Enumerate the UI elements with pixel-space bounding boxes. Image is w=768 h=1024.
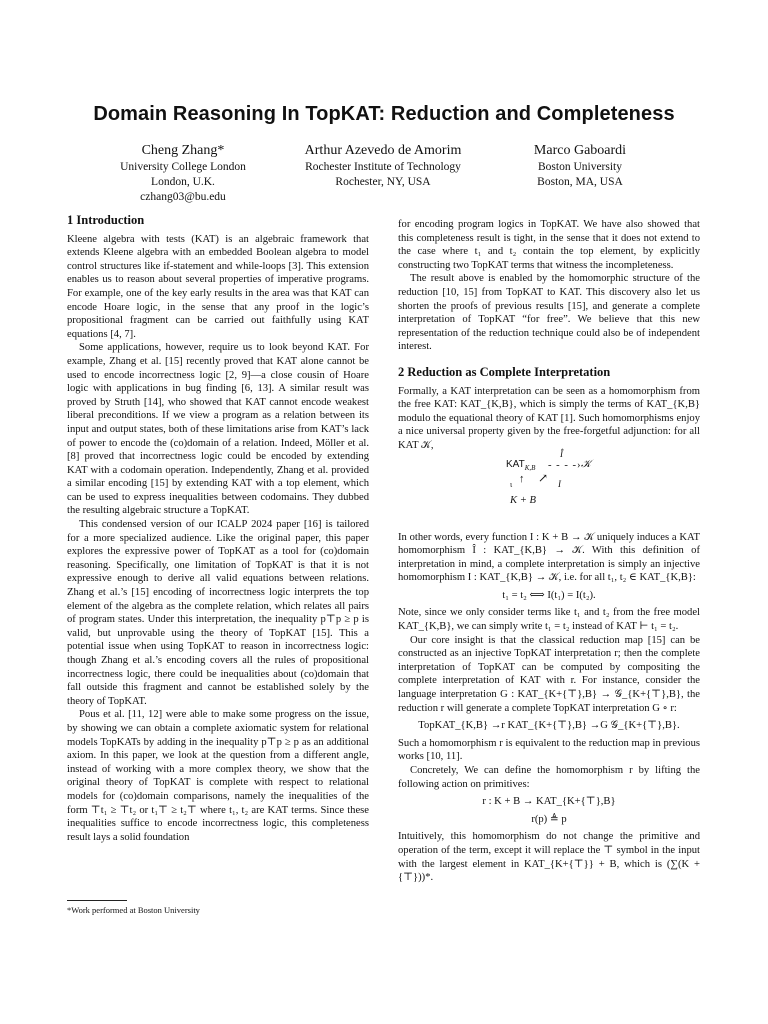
author-name: Arthur Azevedo de Amorim xyxy=(304,143,462,158)
author-location: London, U.K. xyxy=(151,176,215,188)
author-affiliation: University College London xyxy=(120,161,246,173)
diagram-dashed-arrow: - - - -› xyxy=(548,459,582,471)
paragraph: Our core insight is that the classical reduction map [15] can be constructed as an injective TopKAT interpretation r; then the complete interpretation of TopKAT can be computed by compositing the complete interpretation of KAT with r. For instance, consider the language interpretation G : KAT_{K+{⊤},B} → 𝒢_{K+{⊤},B}, the reduction r will generate a complete TopKAT interpretation G ∘ r: xyxy=(398,634,700,714)
author-affiliation: Boston University xyxy=(537,161,622,173)
diagram-arrow-hat-label: Î xyxy=(560,448,563,459)
author-block-2 xyxy=(283,142,483,190)
paragraph: The result above is enabled by the homomorphic structure of the reduction [10, 15] from TopKAT to KAT. This discovery also let us shorten the proofs of previous results [15], and generate a complete interpretation of TopKAT “for free”. We believe that this new representation of the reduction technique could also be of independent interest. xyxy=(398,273,700,353)
footnote: *Work performed at Boston University xyxy=(67,905,200,915)
author-name: Marco Gaboardi xyxy=(533,143,627,158)
left-column xyxy=(67,214,369,844)
section-heading: 2 Reduction as Complete Interpretation xyxy=(398,364,611,379)
paper-title: Domain Reasoning In TopKAT: Reduction and Completeness xyxy=(93,103,675,125)
diagram-diag-arrow: ↗ xyxy=(538,470,549,485)
paragraph: In other words, every function I : K + B → 𝒦 uniquely induces a KAT homomorphism Î : KAT_{K,B} → 𝒦. With this definition of interpretation in mind, a complete interpretation is simply an injective homomorphism I : KAT_{K,B} → 𝒦, i.e. for all t₁, t₂ ∈ KAT_{K,B}: xyxy=(398,531,700,584)
paragraph: for encoding program logics in TopKAT. We have also showed that this completeness result is tight, in the sense that it does not extend to the case where t₁ and t₂ contain the top element, by explicitly constructing two TopKAT terms that witness the incompleteness. xyxy=(398,219,700,271)
diagram-node-kat: $KAT_{K,B}$ xyxy=(506,458,536,472)
paragraph: Pous et al. [11, 12] were able to make some progress on the issue, by showing we can obtain a complete axiomatic system for relational models TopKATs by adding in the inequality p⊤p ≥ p as an additional axiom. In this paper, we look at the question from a different angle, instead of working with a more complex theory, we show that the original theory of TopKAT is complete with respect to relational models for (co)domain comparisons, namely the inequalities of the form ⊤t₁ ≥ ⊤t₂ or t₁⊤ ≥ t₂⊤ where t₁, t₂ are KAT terms. Since these inequalities suffice to encode incorrectness logic, this completeness result lays a solid foundation xyxy=(67,709,369,843)
section-heading: 1 Introduction xyxy=(67,213,145,227)
paragraph: Note, since we only consider terms like t₁ and t₂ from the free model KAT_{K,B}, we can simply write t₁ = t₂ instead of KAT ⊢ t₁ = t₂. xyxy=(398,607,700,633)
diagram-node-k: 𝒦 xyxy=(581,458,591,470)
equation: r(p) ≜ p xyxy=(531,813,567,825)
equation: r : K + B → KAT_{K+{⊤},B} xyxy=(482,796,616,808)
footnote-rule xyxy=(67,900,127,901)
author-location: Boston, MA, USA xyxy=(537,176,623,188)
paragraph: Concretely, We can define the homomorphism r by lifting the following action on primitives: xyxy=(398,765,700,790)
commutative-diagram xyxy=(398,448,700,528)
author-block-1 xyxy=(88,142,278,205)
paragraph: This condensed version of our ICALP 2024 paper [16] is tailored for a more specialized audience. Like the original paper, this paper explores the expressive power of TopKAT as a tool for (co)domain reasoning. Specifically, one limitation of TopKAT is that it is not expressive enough to derive all valid equations between relations. Zhang et al.’s [15] encoding of incorrectness logic interprets the top element of the algebra as the complete relation, which relates all pairs of program states. Under this interpretation, the inequality p⊤p ≥ p is valid, but unprovable using the theory of TopKAT [15]. This a potential issue when using TopKAT to reason in incorrectness logic: though Zhang et al.’s encoding covers all the rules of propositional incorrectness logic, there could be inequalities about (co)domain that fall outside this fragment and cannot be established solely by the theory of TopKAT. xyxy=(67,519,369,707)
paragraph: Some applications, however, require us to look beyond KAT. For example, Zhang et al. [15] recently proved that KAT alone cannot be used to encode incorrectness logic [2, 9]—a close cousin of Hoare logic with applications in bug finding [6, 13]. A similar result was proved by Struth [14], who showed that KAT cannot encode weakest liberal preconditions. If we view a program as a relation between its input and output states, both of these limitations arise from KAT’s lack of power to encode the (co)domain of a relation. Indeed, Möller et al. [8] proved that incorrectness logic could be encoded by extending KAT with a codomain operation. Independently, Zhang et al. provided a similar encoding [15] by extending KAT with a top element, which can be used to express inequalities between codomains. They dubbed the resulting algebraic structure a TopKAT. xyxy=(67,342,369,517)
equation: TopKAT_{K,B} →r KAT_{K+{⊤},B} →G 𝒢_{K+{⊤},B}. xyxy=(418,720,680,732)
diagram-node-kb: K + B xyxy=(510,494,536,506)
author-affiliation: Rochester Institute of Technology xyxy=(305,161,461,173)
diagram-up-arrow: ↑ xyxy=(519,472,525,485)
diagram-iota-label: ι xyxy=(510,479,513,489)
paragraph: Formally, a KAT interpretation can be seen as a homomorphism from the free KAT: KAT_{K,B}, which is simply the terms of KAT_{K,B} modulo the equational theory of KAT [1]. Such homomorphisms enjoy a nice universal property given by the free-forgetful adjunction: for all KAT 𝒦, xyxy=(398,385,700,451)
author-block-3 xyxy=(500,142,660,190)
paragraph: Kleene algebra with tests (KAT) is an algebraic framework that extends Kleene algebra with an embedded Boolean algebra to model control structures like if-statement and while-loops [3]. This extension enables us to reason about several properties of imperative programs. For example, one of the key early results in the area was that KAT can encode Hoare logic, in the sense that any proof in the logic’s propositional fragment can be carried out faithfully using KAT equations [4, 7]. xyxy=(67,233,369,340)
paragraph: Intuitively, this homomorphism do not change the primitive and operation of the term, except it will replace the ⊤ symbol in the input with the largest element in KAT_{K+{⊤}} + B, which is (∑(K + {⊤}))*. xyxy=(398,831,700,884)
right-column xyxy=(398,218,700,885)
author-name: Cheng Zhang* xyxy=(141,143,225,158)
author-location: Rochester, NY, USA xyxy=(335,176,431,188)
author-email: czhang03@bu.edu xyxy=(140,191,226,203)
diagram-i-label: I xyxy=(558,478,561,489)
equation: t₁ = t₂ ⟺ I(t₁) = I(t₂). xyxy=(502,589,596,601)
paragraph: Such a homomorphism r is equivalent to the reduction map in previous works [10, 11]. xyxy=(398,737,700,763)
